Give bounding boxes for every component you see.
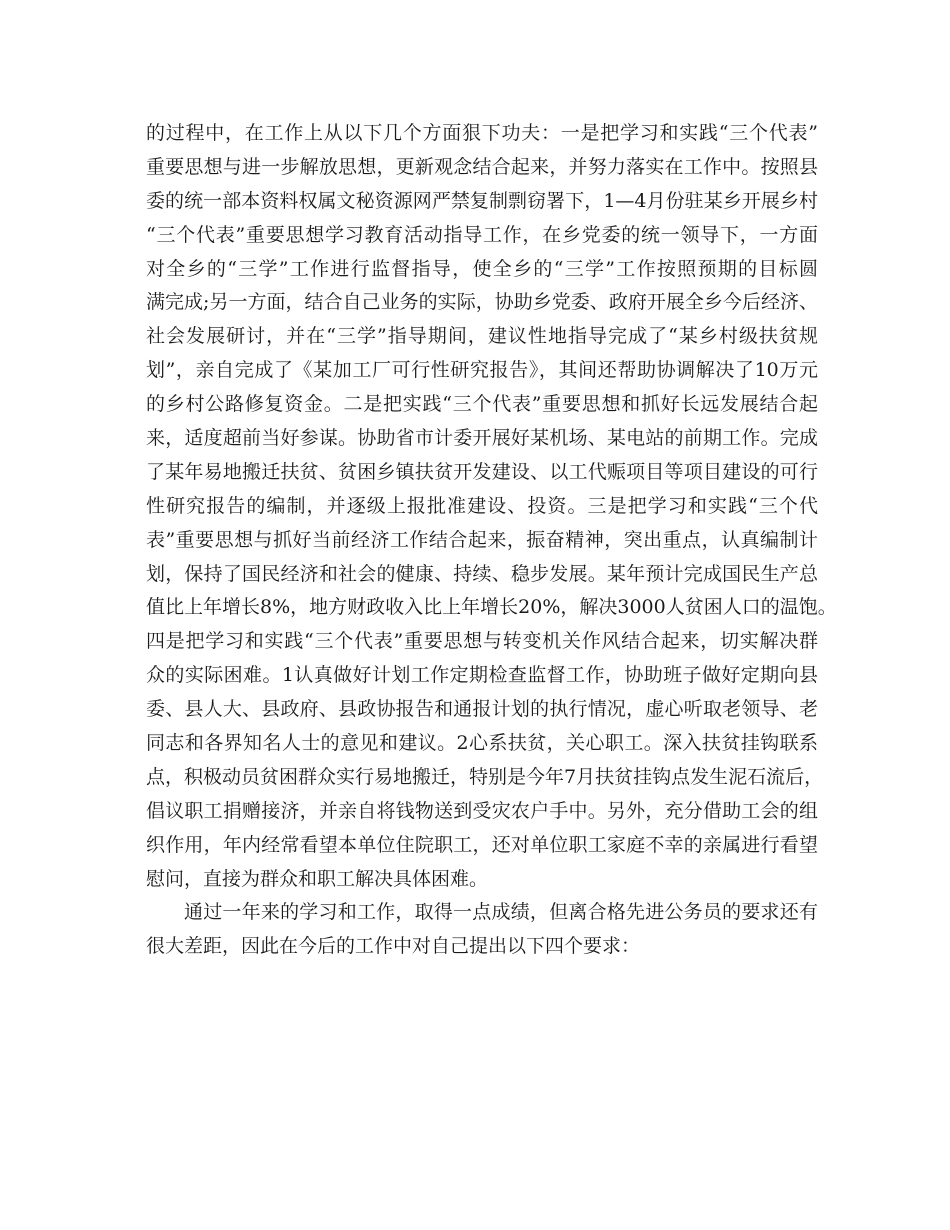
text-line: 点，积极动员贫困群众实行易地搬迁，特别是今年7月扶贫挂钩点发生泥石流后， [146,765,824,788]
text-line: 慰问，直接为群众和职工解决具体困难。 [146,867,489,890]
text-line: 四是把学习和实践“三个代表”重要思想与转变机关作风结合起来，切实解决群 [146,630,818,653]
text-line: 重要思想与进一步解放思想，更新观念结合起来，并努力落实在工作中。按照县 [146,155,818,178]
text-line: 划”，亲自完成了《某加工厂可行性研究报告》，其间还帮助协调解决了10万元 [146,359,818,382]
text-line: “三个代表”重要思想学习教育活动指导工作，在乡党委的统一领导下，一方面 [146,223,818,246]
text-line: 值比上年增长8%，地方财政收入比上年增长20%，解决3000人贫困人口的温饱。 [146,596,837,619]
text-line: 社会发展研讨，并在“三学”指导期间，建议性地指导完成了“某乡村级扶贫规 [146,325,818,348]
text-line: 织作用，年内经常看望本单位住院职工，还对单位职工家庭不幸的亲属进行看望 [146,833,818,856]
text-line: 对全乡的“三学”工作进行监督指导，使全乡的“三学”工作按照预期的目标圆 [146,257,818,280]
text-line: 众的实际困难。1认真做好计划工作定期检查监督工作，协助班子做好定期向县 [146,664,818,687]
text-line: 的过程中，在工作上从以下几个方面狠下功夫：一是把学习和实践“三个代表” [146,122,818,144]
text-line: 来，适度超前当好参谋。协助省市计委开展好某机场、某电站的前期工作。完成 [146,427,818,450]
text-line: 性研究报告的编制，并逐级上报批准建设、投资。三是把学习和实践“三个代 [146,494,818,517]
text-line: 倡议职工捐赠接济，并亲自将钱物送到受灾农户手中。另外，充分借助工会的组 [146,799,818,822]
text-line: 的乡村公路修复资金。二是把实践“三个代表”重要思想和抓好长远发展结合起 [146,393,818,416]
paragraph-1 [146,117,837,896]
text-line: 委的统一部本资料权属文秘资源网严禁复制剽窃署下，1—4月份驻某乡开展乡村 [146,189,818,212]
text-line: 满完成;另一方面，结合自己业务的实际，协助乡党委、政府开展全乡今后经济、 [146,291,818,314]
text-line: 划，保持了国民经济和社会的健康、持续、稳步发展。某年预计完成国民生产总 [146,562,818,585]
text-line: 通过一年来的学习和工作，取得一点成绩，但离合格先进公务员的要求还有 [184,901,818,924]
text-line: 了某年易地搬迁扶贫、贫困乡镇扶贫开发建设、以工代赈项目等项目建设的可行 [146,460,818,483]
text-line: 委、县人大、县政府、县政协报告和通报计划的执行情况，虚心听取老领导、老 [146,698,818,721]
paragraph-2 [146,896,818,964]
text-line: 很大差距，因此在今后的工作中对自己提出以下四个要求： [146,935,641,958]
text-line: 表”重要思想与抓好当前经济工作结合起来，振奋精神，突出重点，认真编制计 [146,528,818,551]
document-body [146,117,837,964]
text-line: 同志和各界知名人士的意见和建议。2心系扶贫，关心职工。深入扶贫挂钩联系 [146,732,818,755]
